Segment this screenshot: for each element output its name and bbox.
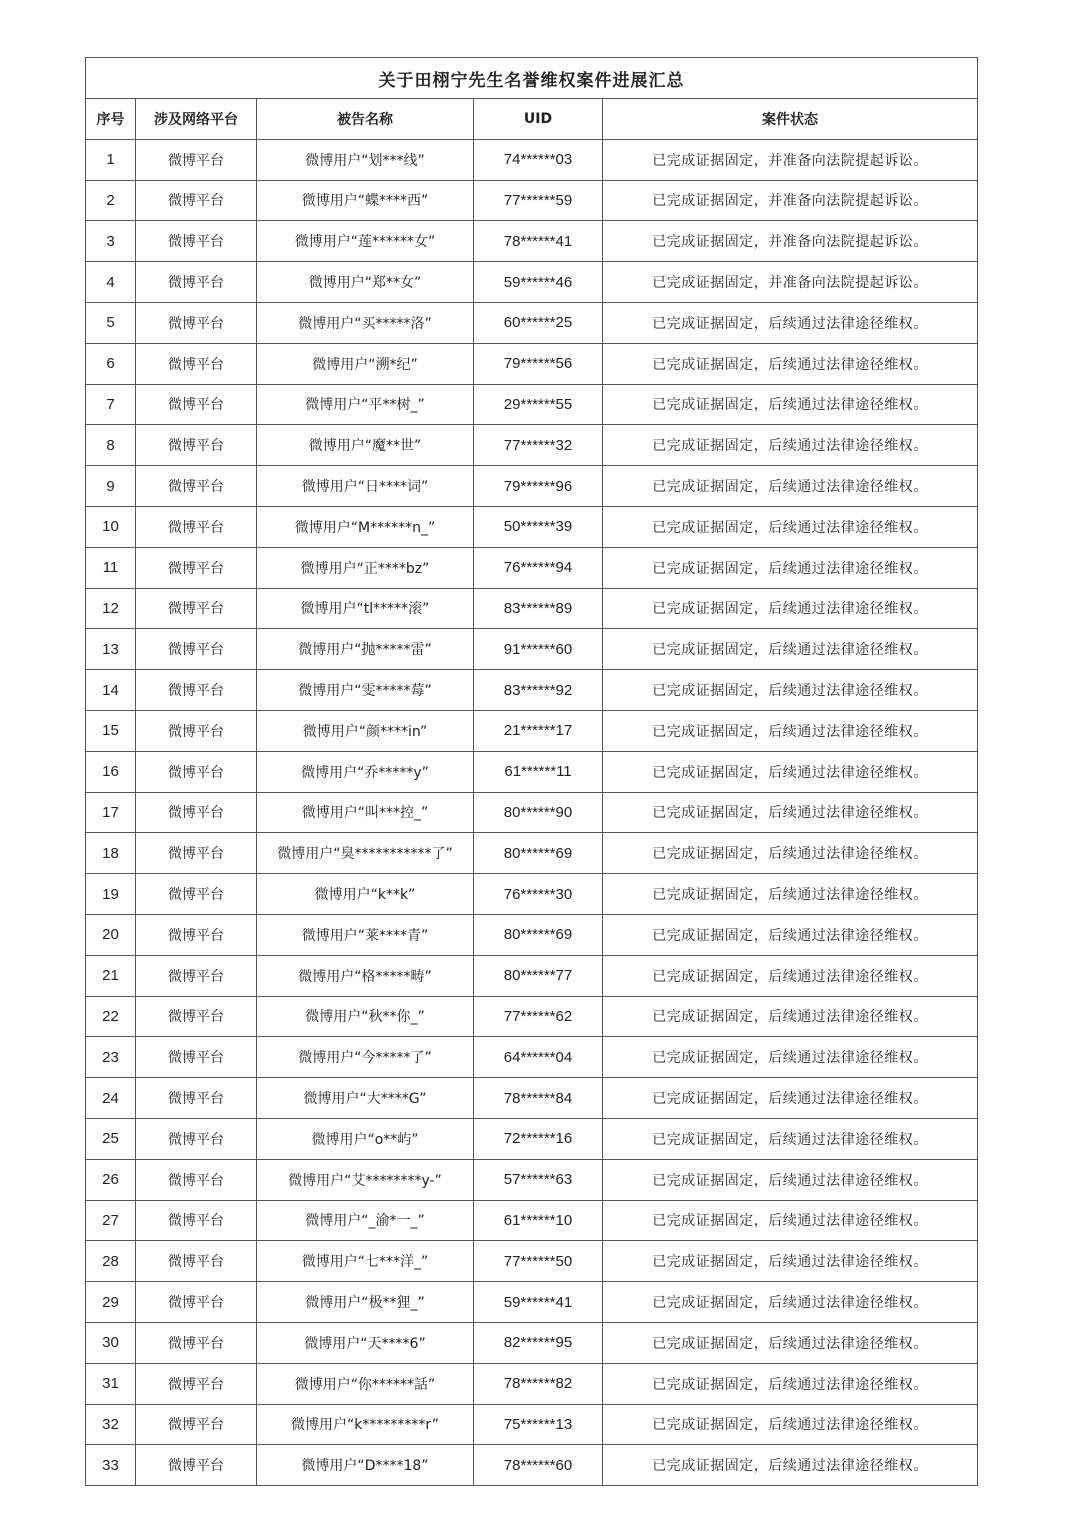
cell-uid: 79******56 — [474, 343, 603, 384]
table-row — [86, 751, 978, 792]
cell-no: 14 — [86, 670, 136, 711]
cell-uid: 78******60 — [474, 1445, 603, 1486]
cell-platform: 微博平台 — [136, 384, 257, 425]
table-row — [86, 1363, 978, 1404]
cell-platform: 微博平台 — [136, 1037, 257, 1078]
table-row — [86, 1322, 978, 1363]
cell-defendant: 微博用户“o**屿” — [257, 1118, 474, 1159]
cell-status: 已完成证据固定，后续通过法律途径维权。 — [603, 1078, 978, 1119]
cell-defendant: 微博用户“k*********r” — [257, 1404, 474, 1445]
cell-status: 已完成证据固定，后续通过法律途径维权。 — [603, 914, 978, 955]
table-row — [86, 506, 978, 547]
cell-no: 11 — [86, 547, 136, 588]
cell-status: 已完成证据固定，后续通过法律途径维权。 — [603, 1282, 978, 1323]
table-row — [86, 1037, 978, 1078]
cell-defendant: 微博用户“蝶****西” — [257, 180, 474, 221]
cell-status: 已完成证据固定，后续通过法律途径维权。 — [603, 1118, 978, 1159]
cell-status: 已完成证据固定，后续通过法律途径维权。 — [603, 343, 978, 384]
table-row — [86, 1404, 978, 1445]
table-row — [86, 139, 978, 180]
cell-defendant: 微博用户“极**狸_” — [257, 1282, 474, 1323]
table-row — [86, 1118, 978, 1159]
cell-uid: 29******55 — [474, 384, 603, 425]
cell-no: 24 — [86, 1078, 136, 1119]
table-row — [86, 670, 978, 711]
cell-uid: 78******82 — [474, 1363, 603, 1404]
cell-status: 已完成证据固定，后续通过法律途径维权。 — [603, 874, 978, 915]
cell-status: 已完成证据固定，后续通过法律途径维权。 — [603, 1200, 978, 1241]
cell-uid: 77******50 — [474, 1241, 603, 1282]
cell-defendant: 微博用户“莲******女” — [257, 221, 474, 262]
cell-no: 6 — [86, 343, 136, 384]
cell-no: 28 — [86, 1241, 136, 1282]
cell-status: 已完成证据固定，后续通过法律途径维权。 — [603, 588, 978, 629]
cell-no: 8 — [86, 425, 136, 466]
cell-defendant: 微博用户“你******話” — [257, 1363, 474, 1404]
table-row — [86, 1241, 978, 1282]
table-row — [86, 425, 978, 466]
cell-uid: 57******63 — [474, 1159, 603, 1200]
table-row — [86, 996, 978, 1037]
cell-uid: 76******94 — [474, 547, 603, 588]
cell-platform: 微博平台 — [136, 751, 257, 792]
cell-status: 已完成证据固定，后续通过法律途径维权。 — [603, 1322, 978, 1363]
cell-status: 已完成证据固定，后续通过法律途径维权。 — [603, 302, 978, 343]
cell-uid: 76******30 — [474, 874, 603, 915]
table-body — [86, 139, 978, 1485]
cell-defendant: 微博用户“莱****青” — [257, 914, 474, 955]
cell-no: 27 — [86, 1200, 136, 1241]
cell-uid: 80******90 — [474, 792, 603, 833]
cell-uid: 91******60 — [474, 629, 603, 670]
cell-no: 29 — [86, 1282, 136, 1323]
cell-defendant: 微博用户“郑**女” — [257, 262, 474, 303]
cell-status: 已完成证据固定，后续通过法律途径维权。 — [603, 792, 978, 833]
cell-platform: 微博平台 — [136, 955, 257, 996]
cell-status: 已完成证据固定，后续通过法律途径维权。 — [603, 710, 978, 751]
cell-defendant: 微博用户“今*****了” — [257, 1037, 474, 1078]
header-no: 序号 — [86, 99, 136, 140]
cell-defendant: 微博用户“M******n_” — [257, 506, 474, 547]
table-row — [86, 180, 978, 221]
cell-platform: 微博平台 — [136, 996, 257, 1037]
cell-uid: 74******03 — [474, 139, 603, 180]
cell-no: 33 — [86, 1445, 136, 1486]
cell-uid: 50******39 — [474, 506, 603, 547]
cell-no: 2 — [86, 180, 136, 221]
cell-platform: 微博平台 — [136, 221, 257, 262]
cell-platform: 微博平台 — [136, 1363, 257, 1404]
cell-platform: 微博平台 — [136, 466, 257, 507]
table-row — [86, 629, 978, 670]
cell-uid: 78******41 — [474, 221, 603, 262]
cell-defendant: 微博用户“臭***********了” — [257, 833, 474, 874]
cell-defendant: 微博用户“D****18” — [257, 1445, 474, 1486]
cell-uid: 80******69 — [474, 833, 603, 874]
cell-uid: 59******46 — [474, 262, 603, 303]
cell-platform: 微博平台 — [136, 914, 257, 955]
cell-platform: 微博平台 — [136, 792, 257, 833]
cell-no: 15 — [86, 710, 136, 751]
cell-status: 已完成证据固定，后续通过法律途径维权。 — [603, 547, 978, 588]
cell-platform: 微博平台 — [136, 1282, 257, 1323]
cell-no: 30 — [86, 1322, 136, 1363]
table-row — [86, 221, 978, 262]
cell-platform: 微博平台 — [136, 425, 257, 466]
header-status: 案件状态 — [603, 99, 978, 140]
cell-defendant: 微博用户“买*****洛” — [257, 302, 474, 343]
cell-no: 1 — [86, 139, 136, 180]
cell-defendant: 微博用户“叫***控_” — [257, 792, 474, 833]
cell-platform: 微博平台 — [136, 710, 257, 751]
cell-no: 22 — [86, 996, 136, 1037]
cell-defendant: 微博用户“艾********y-” — [257, 1159, 474, 1200]
cell-no: 23 — [86, 1037, 136, 1078]
cell-platform: 微博平台 — [136, 629, 257, 670]
cell-no: 4 — [86, 262, 136, 303]
cell-uid: 59******41 — [474, 1282, 603, 1323]
cell-no: 18 — [86, 833, 136, 874]
cell-defendant: 微博用户“七***洋_” — [257, 1241, 474, 1282]
cell-uid: 79******96 — [474, 466, 603, 507]
header-platform: 涉及网络平台 — [136, 99, 257, 140]
cell-status: 已完成证据固定，后续通过法律途径维权。 — [603, 670, 978, 711]
header-uid: UID — [474, 99, 603, 140]
cell-uid: 80******69 — [474, 914, 603, 955]
cell-platform: 微博平台 — [136, 262, 257, 303]
cell-platform: 微博平台 — [136, 670, 257, 711]
cell-platform: 微博平台 — [136, 1241, 257, 1282]
table-row — [86, 1200, 978, 1241]
cell-uid: 75******13 — [474, 1404, 603, 1445]
table-row — [86, 1159, 978, 1200]
cell-status: 已完成证据固定，后续通过法律途径维权。 — [603, 1241, 978, 1282]
cell-uid: 77******32 — [474, 425, 603, 466]
cell-no: 5 — [86, 302, 136, 343]
cell-defendant: 微博用户“溯*纪” — [257, 343, 474, 384]
cell-status: 已完成证据固定，后续通过法律途径维权。 — [603, 384, 978, 425]
cell-status: 已完成证据固定，后续通过法律途径维权。 — [603, 1404, 978, 1445]
cell-platform: 微博平台 — [136, 180, 257, 221]
cell-platform: 微博平台 — [136, 833, 257, 874]
case-progress-table — [85, 57, 978, 1486]
cell-status: 已完成证据固定，并准备向法院提起诉讼。 — [603, 262, 978, 303]
cell-status: 已完成证据固定，后续通过法律途径维权。 — [603, 506, 978, 547]
cell-status: 已完成证据固定，后续通过法律途径维权。 — [603, 955, 978, 996]
document-sheet — [85, 57, 978, 1486]
cell-no: 7 — [86, 384, 136, 425]
cell-defendant: 微博用户“_渝*一_” — [257, 1200, 474, 1241]
cell-defendant: 微博用户“抛*****雷” — [257, 629, 474, 670]
cell-status: 已完成证据固定，并准备向法院提起诉讼。 — [603, 180, 978, 221]
cell-uid: 61******11 — [474, 751, 603, 792]
cell-no: 21 — [86, 955, 136, 996]
cell-platform: 微博平台 — [136, 1404, 257, 1445]
cell-platform: 微博平台 — [136, 1159, 257, 1200]
cell-platform: 微博平台 — [136, 547, 257, 588]
cell-status: 已完成证据固定，后续通过法律途径维权。 — [603, 1159, 978, 1200]
cell-platform: 微博平台 — [136, 302, 257, 343]
cell-no: 19 — [86, 874, 136, 915]
cell-status: 已完成证据固定，并准备向法院提起诉讼。 — [603, 221, 978, 262]
cell-platform: 微博平台 — [136, 343, 257, 384]
cell-defendant: 微博用户“雯*****莓” — [257, 670, 474, 711]
cell-defendant: 微博用户“k**k” — [257, 874, 474, 915]
cell-uid: 61******10 — [474, 1200, 603, 1241]
cell-no: 16 — [86, 751, 136, 792]
cell-status: 已完成证据固定，后续通过法律途径维权。 — [603, 425, 978, 466]
cell-platform: 微博平台 — [136, 588, 257, 629]
cell-platform: 微博平台 — [136, 506, 257, 547]
cell-platform: 微博平台 — [136, 1200, 257, 1241]
cell-platform: 微博平台 — [136, 1078, 257, 1119]
cell-uid: 64******04 — [474, 1037, 603, 1078]
cell-defendant: 微博用户“魔**世” — [257, 425, 474, 466]
table-row — [86, 262, 978, 303]
cell-platform: 微博平台 — [136, 874, 257, 915]
cell-defendant: 微博用户“格*****畴” — [257, 955, 474, 996]
cell-uid: 77******62 — [474, 996, 603, 1037]
cell-no: 9 — [86, 466, 136, 507]
cell-status: 已完成证据固定，后续通过法律途径维权。 — [603, 996, 978, 1037]
cell-platform: 微博平台 — [136, 139, 257, 180]
cell-no: 12 — [86, 588, 136, 629]
cell-status: 已完成证据固定，后续通过法律途径维权。 — [603, 1445, 978, 1486]
cell-status: 已完成证据固定，后续通过法律途径维权。 — [603, 466, 978, 507]
cell-defendant: 微博用户“平**树_” — [257, 384, 474, 425]
cell-uid: 82******95 — [474, 1322, 603, 1363]
cell-defendant: 微博用户“颜****in” — [257, 710, 474, 751]
cell-no: 25 — [86, 1118, 136, 1159]
cell-uid: 72******16 — [474, 1118, 603, 1159]
cell-uid: 80******77 — [474, 955, 603, 996]
table-row — [86, 833, 978, 874]
cell-uid: 21******17 — [474, 710, 603, 751]
cell-defendant: 微博用户“划***线” — [257, 139, 474, 180]
cell-uid: 83******92 — [474, 670, 603, 711]
cell-defendant: 微博用户“大****G” — [257, 1078, 474, 1119]
table-row — [86, 1078, 978, 1119]
cell-status: 已完成证据固定，并准备向法院提起诉讼。 — [603, 139, 978, 180]
cell-uid: 83******89 — [474, 588, 603, 629]
table-title: 关于田栩宁先生名誉维权案件进展汇总 — [86, 58, 978, 99]
cell-defendant: 微博用户“日****词” — [257, 466, 474, 507]
table-row — [86, 466, 978, 507]
cell-no: 20 — [86, 914, 136, 955]
cell-defendant: 微博用户“秋**你_” — [257, 996, 474, 1037]
cell-platform: 微博平台 — [136, 1322, 257, 1363]
cell-no: 3 — [86, 221, 136, 262]
cell-defendant: 微博用户“正****bz” — [257, 547, 474, 588]
cell-uid: 78******84 — [474, 1078, 603, 1119]
table-row — [86, 588, 978, 629]
table-row — [86, 710, 978, 751]
table-row — [86, 1445, 978, 1486]
cell-defendant: 微博用户“tl*****滚” — [257, 588, 474, 629]
table-row — [86, 955, 978, 996]
table-row — [86, 384, 978, 425]
table-row — [86, 792, 978, 833]
cell-status: 已完成证据固定，后续通过法律途径维权。 — [603, 629, 978, 670]
header-defendant: 被告名称 — [257, 99, 474, 140]
cell-no: 13 — [86, 629, 136, 670]
table-row — [86, 343, 978, 384]
table-row — [86, 547, 978, 588]
cell-uid: 60******25 — [474, 302, 603, 343]
cell-platform: 微博平台 — [136, 1118, 257, 1159]
cell-uid: 77******59 — [474, 180, 603, 221]
cell-no: 31 — [86, 1363, 136, 1404]
cell-status: 已完成证据固定，后续通过法律途径维权。 — [603, 751, 978, 792]
header-row — [86, 99, 978, 140]
cell-status: 已完成证据固定，后续通过法律途径维权。 — [603, 833, 978, 874]
cell-status: 已完成证据固定，后续通过法律途径维权。 — [603, 1363, 978, 1404]
cell-defendant: 微博用户“乔*****y” — [257, 751, 474, 792]
cell-status: 已完成证据固定，后续通过法律途径维权。 — [603, 1037, 978, 1078]
table-row — [86, 914, 978, 955]
cell-no: 26 — [86, 1159, 136, 1200]
cell-no: 17 — [86, 792, 136, 833]
table-row — [86, 874, 978, 915]
table-row — [86, 1282, 978, 1323]
title-row — [86, 58, 978, 99]
cell-no: 10 — [86, 506, 136, 547]
cell-no: 32 — [86, 1404, 136, 1445]
table-row — [86, 302, 978, 343]
cell-defendant: 微博用户“天****6” — [257, 1322, 474, 1363]
cell-platform: 微博平台 — [136, 1445, 257, 1486]
